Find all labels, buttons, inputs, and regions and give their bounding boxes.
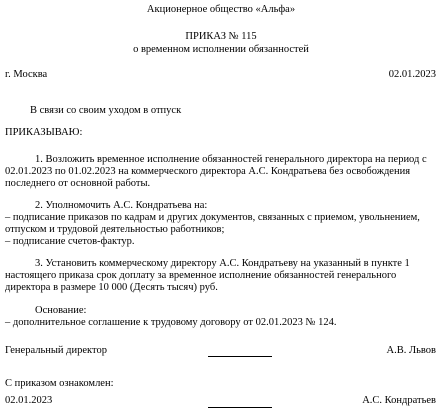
basis-text: – дополнительное соглашение к трудовому договору от 02.01.2023 № 124. (5, 317, 337, 328)
acknowledgment-label: С приказом ознакомлен: (5, 378, 114, 389)
order-number: ПРИКАЗ № 115 (185, 31, 257, 42)
acknowledgment-signature-line (208, 407, 272, 408)
item-1-line-1: 1. Возложить временное исполнение обязанностей генерального директора на период с (35, 154, 427, 165)
item-3-line-2: настоящего приказа срок доплату за временное исполнение обязанностей генерального (5, 270, 397, 281)
order-date: 02.01.2023 (388, 69, 436, 80)
basis-label: Основание: (35, 305, 87, 316)
city: г. Москва (5, 69, 48, 80)
signer-position: Генеральный директор (5, 345, 107, 356)
item-2-line-2: – подписание приказов по кадрам и других документов, связанных с приемом, увольнением, (5, 212, 420, 223)
company-name: Акционерное общество «Альфа» (146, 4, 296, 15)
item-1-line-3: последнего от основной работы. (5, 178, 151, 189)
acknowledgment-date: 02.01.2023 (5, 395, 53, 406)
order-subject: о временном исполнении обязанностей (133, 44, 309, 55)
item-2-line-4: – подписание счетов-фактур. (5, 236, 135, 247)
acknowledgment-name: А.С. Кондратьев (362, 395, 436, 406)
signer-name: А.В. Львов (386, 345, 436, 356)
item-1-line-2: 02.01.2023 по 01.02.2023 на коммерческого директора А.С. Кондратьева без освобождения (5, 166, 411, 177)
signature-line (208, 356, 272, 357)
item-3-line-1: 3. Установить коммерческому директору А.С. Кондратьеву на указанный в пункте 1 (35, 258, 410, 269)
intro-text: В связи со своим уходом в отпуск (30, 105, 182, 116)
item-2-line-3: отпуском и трудовой деятельностью работников; (5, 224, 225, 235)
item-2-line-1: 2. Уполномочить А.С. Кондратьева на: (35, 200, 208, 211)
item-3-line-3: директора в размере 10 000 (Десять тысяч) руб. (5, 282, 218, 293)
order-word: ПРИКАЗЫВАЮ: (5, 127, 83, 138)
